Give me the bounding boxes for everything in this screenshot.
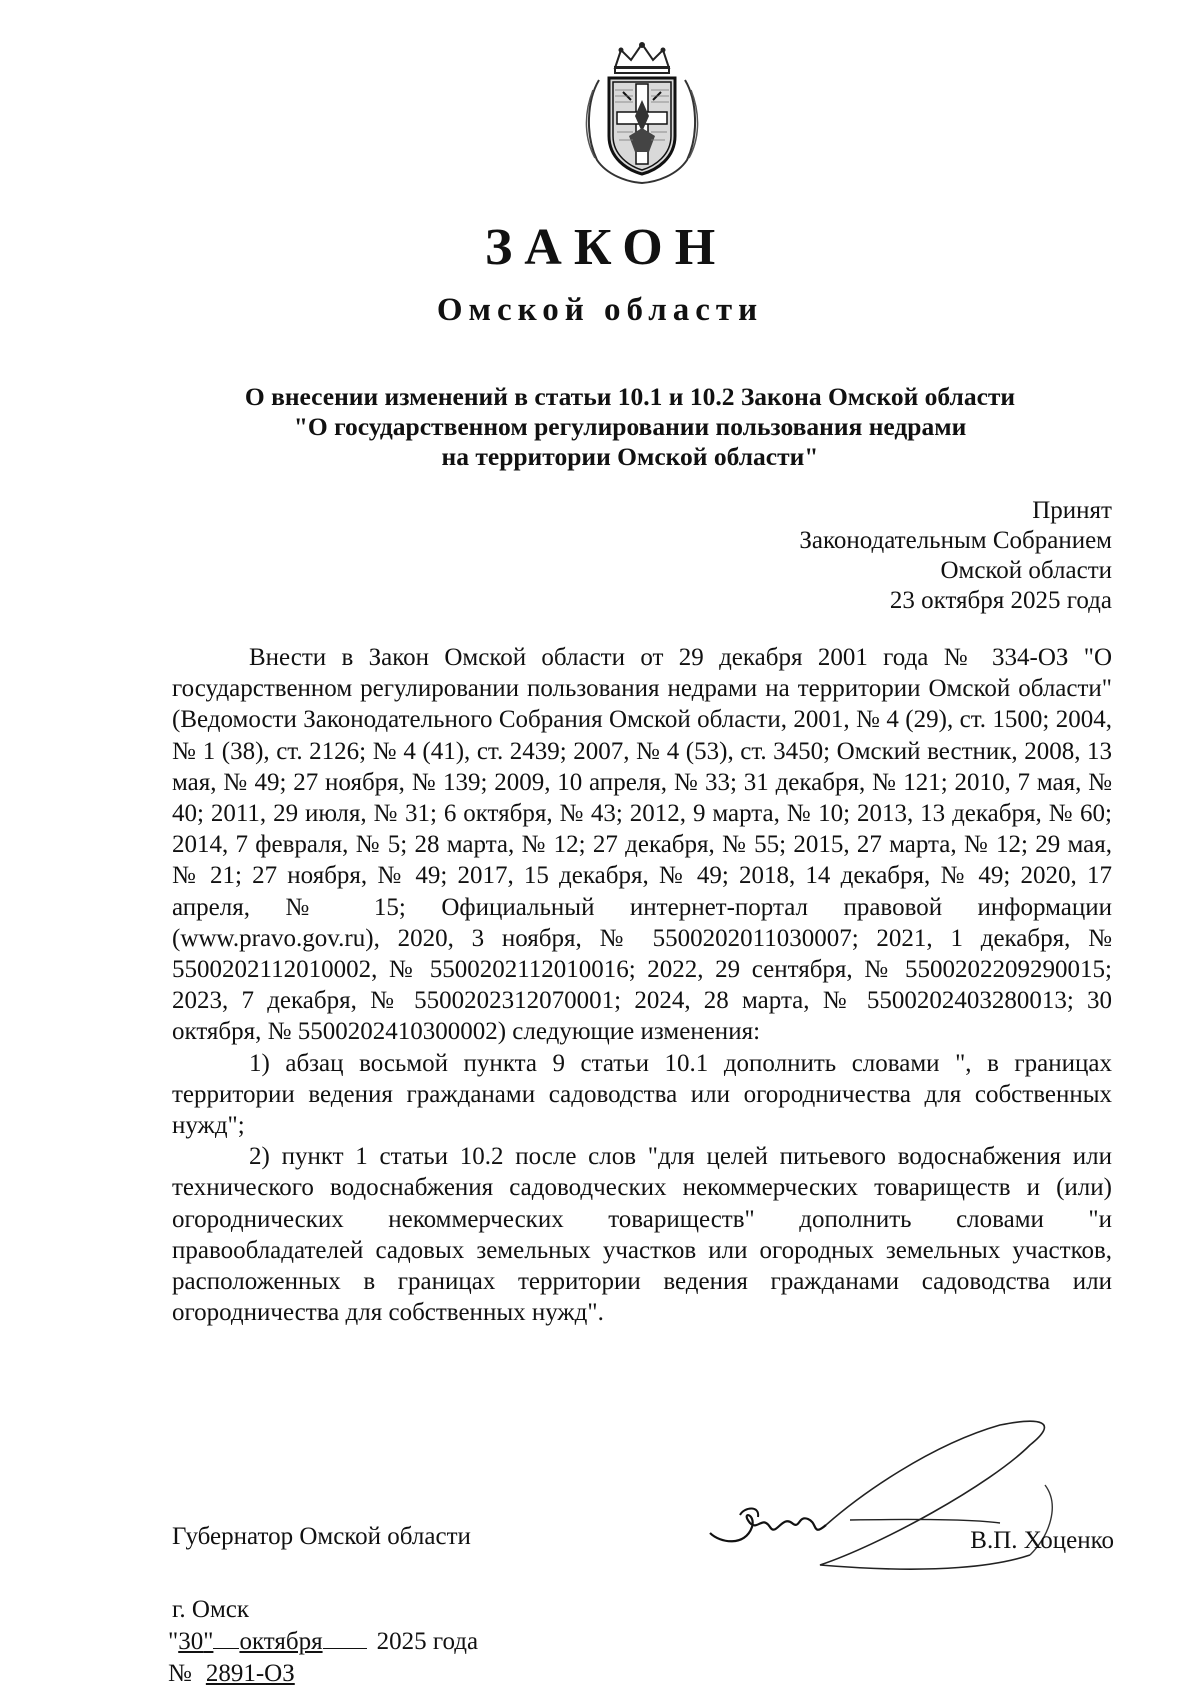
number-prefix: № [168, 1660, 192, 1687]
document-subtitle: Омской области [436, 292, 764, 328]
number-value: 2891-ОЗ [205, 1660, 295, 1687]
adoption-line: Законодательным Собранием [799, 527, 1112, 554]
adoption-line: Омской области [940, 557, 1112, 584]
omsk-region-coat-of-arms-icon [577, 40, 707, 185]
law-number [168, 1660, 295, 1688]
date-quote-close: " [203, 1628, 214, 1655]
date-blank [213, 1647, 239, 1649]
document-title: ЗАКОН [484, 219, 728, 276]
date-quote-open: " [168, 1628, 179, 1655]
law-name-line: "О государственном регулировании пользования недрами [293, 412, 967, 441]
date-month: октября [239, 1628, 323, 1655]
law-name-line: на территории Омской области" [441, 442, 819, 471]
law-body [172, 642, 1112, 1328]
signing-city: г. Омск [172, 1596, 250, 1623]
law-name [170, 382, 1090, 472]
body-intro-paragraph: Внести в Закон Омской области от 29 декабря 2001 года № 334-ОЗ "О государственном регулировании пользования недрами на территории Омской области" (Ведомости Законодательного Собрания Омской области, 2001, № 4 (29), ст. 1500; 2004, № 1 (38), ст. 2126; № 4 (41), ст. 2439; 2007, № 4 (53), ст. 3450; Омский вестник, 2008, 13 мая, № 49; 27 ноября, № 139; 2009, 10 апреля, № 33; 31 декабря, № 121; 2010, 7 мая, № 40; 2011, 29 июля, № 31; 6 октября, № 43; 2012, 9 марта, № 10; 2013, 13 декабря, № 60; 2014, 7 февраля, № 5; 28 марта, № 12; 27 декабря, № 55; 2015, 27 марта, № 12; 29 мая, № 21; 27 ноября, № 49; 2017, 15 декабря, № 49; 2018, 14 декабря, № 49; 2020, 17 апреля, № 15; Официальный интернет-портал правовой информации (www.pravo.gov.ru), 2020, 3 ноября, № 5500202011030007; 2021, 1 декабря, № 5500202112010002, № 5500202112010016; 2022, 29 сентября, № 5500202209290015; 2023, 7 декабря, № 5500202312070001; 2024, 28 марта, № 5500202403280013; 30 октября, № 5500202410300002) следующие изменения: [172, 644, 1112, 1046]
adoption-date: 23 октября 2025 года [889, 587, 1112, 614]
signer-name: В.П. Хоценко [970, 1527, 1114, 1554]
amendment-item-1: 1) абзац восьмой пункта 9 статьи 10.1 дополнить словами ", в границах территории ведения гражданами садоводства или огородничества для собственных нужд"; [172, 1049, 1112, 1140]
date-year: 2025 года [376, 1628, 479, 1655]
amendment-item-2: 2) пункт 1 статьи 10.2 после слов "для целей питьевого водоснабжения или технического водоснабжения садоводческих некоммерческих товариществ и (или) огороднических некоммерческих товариществ" дополнить словами "и правообладателей садовых земельных участков или огородных земельных участков, расположенных в границах территории ведения гражданами садоводства или огородничества для собственных нужд". [172, 1143, 1112, 1327]
law-name-line: О внесении изменений в статьи 10.1 и 10.2 Закона Омской области [244, 382, 1016, 411]
adoption-line: Принят [1032, 497, 1112, 524]
date-day: 30 [178, 1628, 204, 1655]
signing-date [168, 1628, 478, 1656]
signer-position: Губернатор Омской области [172, 1523, 471, 1550]
date-blank [323, 1647, 367, 1649]
adoption-note [799, 496, 1112, 616]
